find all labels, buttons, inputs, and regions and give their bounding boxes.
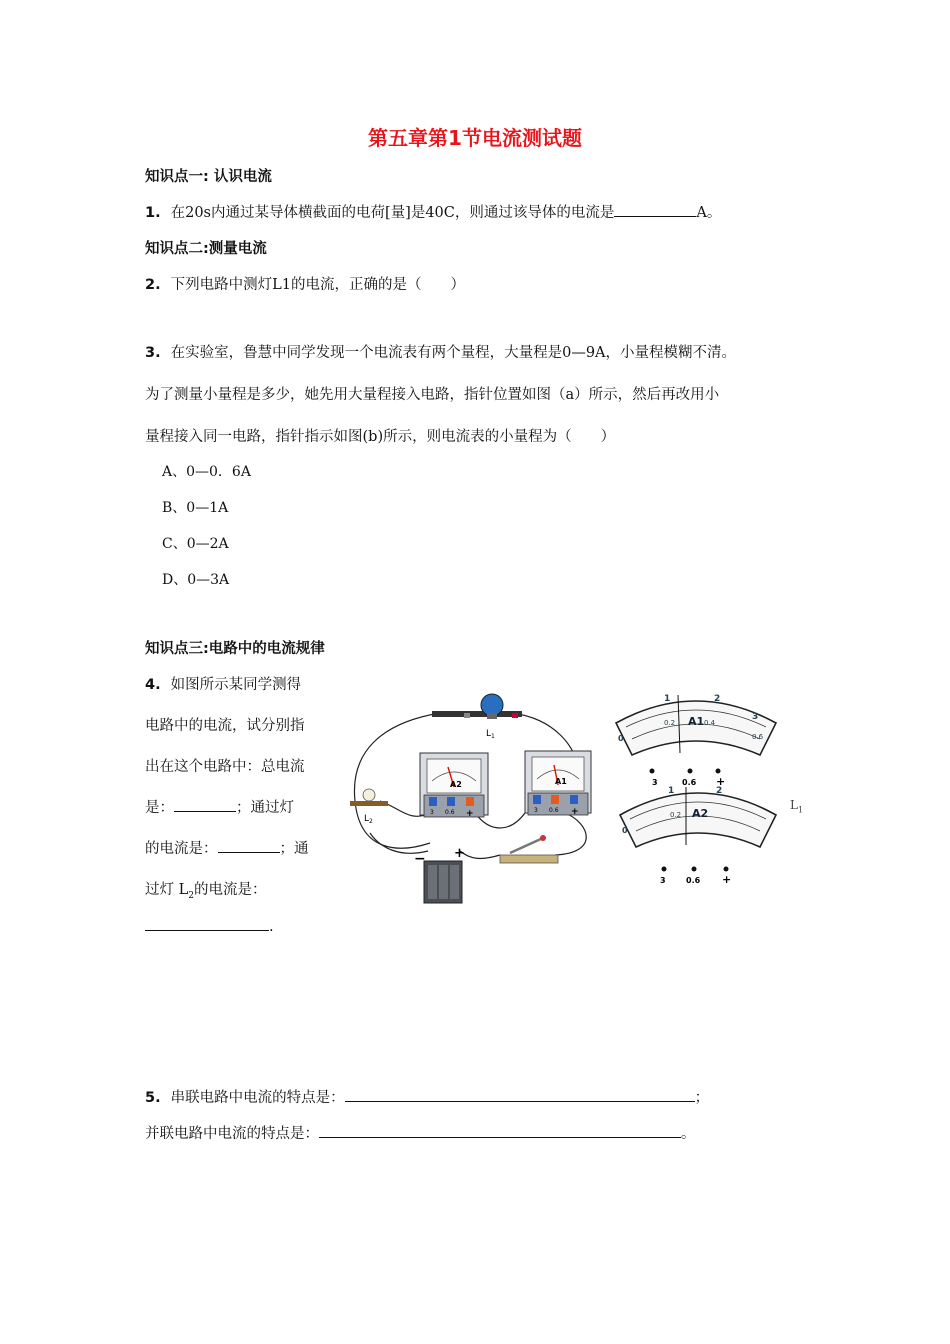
a1-label-plus: +: [571, 807, 579, 817]
question-4-number: 4.: [145, 677, 161, 693]
ammeter-a2-label: A2: [450, 780, 462, 789]
lamp-2-base: [350, 801, 388, 806]
dial-a1-label: A1: [688, 715, 705, 728]
lamp-1-bulb-icon: [481, 694, 503, 716]
dial-a1-term-06: 0.6: [682, 778, 697, 787]
section-1-heading: 知识点一: 认识电流: [145, 169, 272, 185]
series-current-blank[interactable]: [345, 1087, 695, 1102]
wire-left-down: [355, 801, 430, 848]
question-4-total-label: 是：: [145, 800, 174, 816]
question-3-line-2: 为了测量小量程是多少，她先用大量程接入电路，指针位置如图（a）所示，然后再改用小: [145, 387, 720, 403]
wire-a1-switch: [555, 813, 586, 855]
switch-icon[interactable]: [500, 835, 558, 863]
dial-a1-term-3: 3: [652, 778, 658, 787]
question-3-number: 3.: [145, 345, 161, 361]
question-1-text: 在20s内通过某导体横截面的电荷[量]是40C，则通过该导体的电流是: [170, 205, 615, 221]
option-d[interactable]: D、0—3A: [162, 572, 230, 588]
question-4-line-6: [145, 878, 266, 901]
lamp-1-terminal-left: [464, 713, 470, 718]
question-3-text-1: 在实验室，鲁慧中同学发现一个电流表有两个量程，大量程是0—9A，小量程模糊不清。: [170, 345, 737, 361]
battery-minus: −: [414, 851, 426, 867]
question-3-line-3: 量程接入同一电路，指针指示如图(b)所示，则电流表的小量程为（ ）: [145, 429, 616, 445]
battery-plus: +: [454, 846, 465, 861]
a2-label-06: 0.6: [445, 809, 455, 816]
ammeter-dials: [612, 683, 780, 913]
question-4-lamp-label: ；通过灯: [236, 800, 294, 816]
lamp-2-current-blank[interactable]: [145, 916, 269, 931]
lamp-1-label: $L_1$: [486, 729, 495, 740]
question-4-lamp2-prefix: ；通: [279, 841, 309, 857]
question-1-unit: A。: [696, 205, 722, 221]
dial-a2: [620, 786, 776, 886]
option-a[interactable]: A、0—0．6A: [162, 464, 251, 480]
question-2-number: 2.: [145, 277, 161, 293]
question-4-period: .: [269, 919, 274, 935]
section-3-heading: 知识点三:电路中的电流规律: [145, 641, 325, 657]
question-4-lamp2-label-end: 的电流是：: [193, 882, 267, 898]
question-2-text: 下列电路中测灯L1的电流，正确的是（ ）: [170, 277, 465, 293]
question-4-line-1: [145, 673, 301, 694]
ammeter-a1-label: A1: [555, 777, 567, 786]
question-4-lamp2-label: 过灯 L: [145, 882, 189, 898]
a1-terminal-plus: [570, 795, 578, 804]
dial-a1-inner-04: 0.4: [704, 719, 716, 727]
a1-terminal-3: [533, 795, 541, 804]
question-1-number: 1.: [145, 205, 161, 221]
section-2-heading: 知识点二:测量电流: [145, 241, 267, 257]
lamp-1-base: [432, 711, 522, 717]
dial-a2-tick-2: 2: [716, 786, 723, 796]
dial-a1-tick-3: 3: [752, 712, 759, 722]
question-5-period: 。: [681, 1126, 696, 1142]
a2-terminal-minus: [466, 797, 474, 806]
a2-label-3: 3: [430, 809, 434, 816]
dial-a1: [616, 694, 776, 788]
lamp-2-label: $L_2$: [364, 814, 373, 825]
option-c[interactable]: C、0—2A: [162, 536, 229, 552]
question-5-line-1: [145, 1086, 709, 1107]
dial-a2-label: A2: [692, 807, 709, 820]
question-2: [145, 273, 465, 294]
question-4-lamp1-label: 的电流是：: [145, 841, 218, 857]
question-5-parallel-label: 并联电路中电流的特点是：: [145, 1126, 319, 1142]
lamp-1-socket: [487, 713, 497, 719]
circuit-diagram: [340, 683, 610, 913]
a1-label-3: 3: [534, 807, 538, 814]
dial-a1-zero: 0: [618, 734, 624, 743]
question-4-line-3: 出在这个电路中：总电流: [145, 759, 305, 775]
wire-switch-battery: [460, 851, 500, 858]
dial-a2-inner-02: 0.2: [670, 811, 682, 819]
question-4-lamp2-sub: 2: [188, 890, 194, 901]
question-3-line-1: [145, 341, 736, 362]
page-title: 第五章第1节电流测试题: [368, 126, 582, 150]
question-4-line-5: [145, 837, 309, 858]
a2-terminal-3: [429, 797, 437, 806]
dial-a2-term-plus: +: [722, 873, 732, 886]
dial-a1-tick-1: 1: [664, 694, 671, 704]
dial-a1-term-plus: +: [716, 775, 726, 788]
dial-a2-tick-1: 1: [668, 786, 675, 796]
a2-label-plus: +: [466, 809, 474, 819]
question-5-number: 5.: [145, 1090, 161, 1106]
question-4-text-1: 如图所示某同学测得: [170, 677, 302, 693]
parallel-current-blank[interactable]: [319, 1123, 681, 1138]
dial-a2-term-06: 0.6: [686, 876, 701, 885]
a2-terminal-06: [447, 797, 455, 806]
total-current-blank[interactable]: [174, 797, 236, 812]
a1-label-06: 0.6: [549, 807, 559, 814]
lamp-2-bulb-icon: [363, 789, 375, 801]
dial-a2-zero: 0: [622, 826, 628, 835]
dial-a1-tick-2: 2: [714, 694, 721, 704]
lamp-1-terminal-right: [512, 713, 518, 718]
ammeter-a1: [525, 751, 591, 817]
figure-side-label: $L_1$: [790, 798, 804, 815]
ammeter-a2: [420, 753, 488, 819]
question-1-blank[interactable]: [614, 202, 696, 217]
question-1: [145, 201, 721, 222]
question-5-semicolon: ；: [694, 1090, 710, 1106]
lamp-1-current-blank[interactable]: [218, 838, 280, 853]
question-4-line-4: [145, 796, 294, 817]
question-5-series-label: 串联电路中电流的特点是：: [170, 1090, 345, 1106]
option-b[interactable]: B、0—1A: [162, 500, 229, 516]
question-4-line-7: [145, 916, 274, 935]
dial-a1-inner-06: 0.6: [752, 733, 764, 741]
question-4-line-2: 电路中的电流，试分别指: [145, 718, 305, 734]
a1-terminal-06: [551, 795, 559, 804]
question-5-line-2: [145, 1122, 696, 1143]
dial-a2-term-3: 3: [660, 876, 666, 885]
battery-icon: [414, 846, 465, 903]
dial-a1-inner-02: 0.2: [664, 719, 676, 727]
